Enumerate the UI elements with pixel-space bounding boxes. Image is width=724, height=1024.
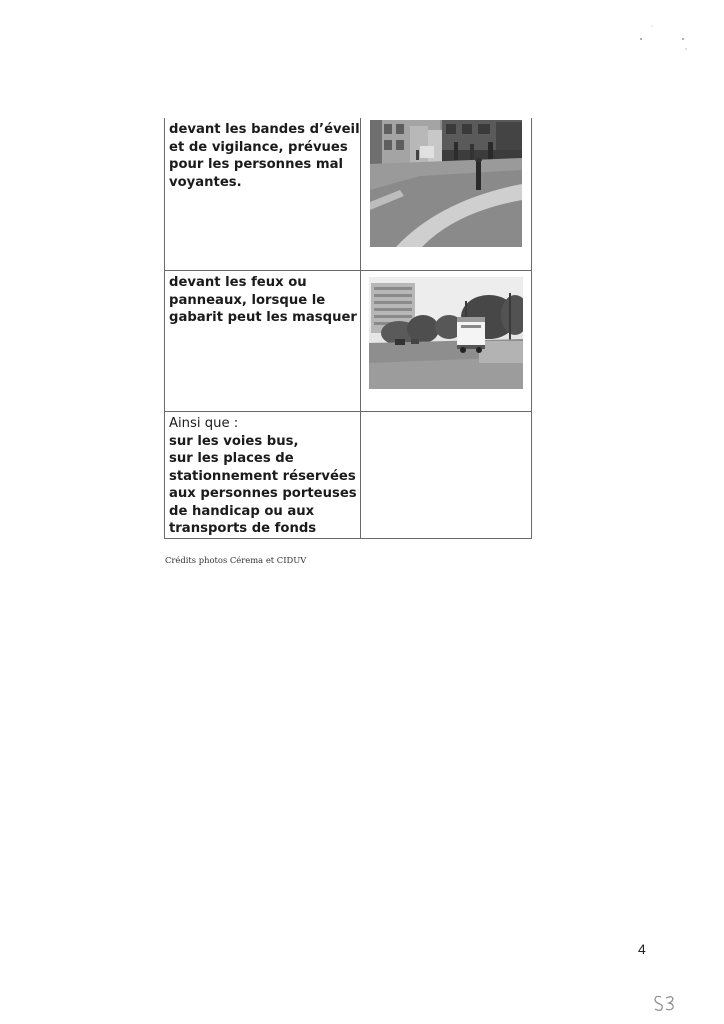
rule-photo-cell <box>361 271 532 412</box>
photo-credits: Crédits photos Cérema et CIDUV <box>165 555 307 565</box>
text-line: devant les bandes d’éveil <box>169 122 360 137</box>
text-line: et de vigilance, prévues <box>169 139 348 155</box>
text-line: stationnement réservées <box>169 468 356 484</box>
rule-text-tactile-strips <box>165 118 360 191</box>
rules-table <box>164 118 532 539</box>
text-line: gabarit peut les masquer <box>169 310 357 325</box>
text-line: sur les places de <box>169 451 294 466</box>
intro-text: Ainsi que : <box>169 416 239 431</box>
handwritten-mark <box>652 993 680 1013</box>
street-crosswalk-photo <box>370 120 522 247</box>
page-number: 4 <box>638 941 646 957</box>
scan-specks <box>630 25 690 55</box>
text-line: panneaux, lorsque le <box>169 292 326 308</box>
text-line: voyantes. <box>169 174 242 190</box>
table-row <box>165 412 532 539</box>
text-line: transports de fonds <box>169 521 317 536</box>
table-row <box>165 271 532 412</box>
empty-photo-cell <box>361 412 532 539</box>
rule-text-traffic-lights <box>165 271 360 327</box>
rule-photo-cell <box>361 118 532 271</box>
rule-text-other-places <box>165 412 360 538</box>
rule-text-cell <box>165 412 361 539</box>
rule-text-cell <box>165 271 361 412</box>
text-line: de handicap ou aux <box>169 503 315 519</box>
avenue-truck-photo <box>369 277 523 389</box>
table-row <box>165 118 532 271</box>
text-line: sur les voies bus, <box>169 433 299 449</box>
rule-text-cell <box>165 118 361 271</box>
text-line: devant les feux ou <box>169 275 307 290</box>
text-line: aux personnes porteuses <box>169 486 357 501</box>
text-line: pour les personnes mal <box>169 157 344 172</box>
